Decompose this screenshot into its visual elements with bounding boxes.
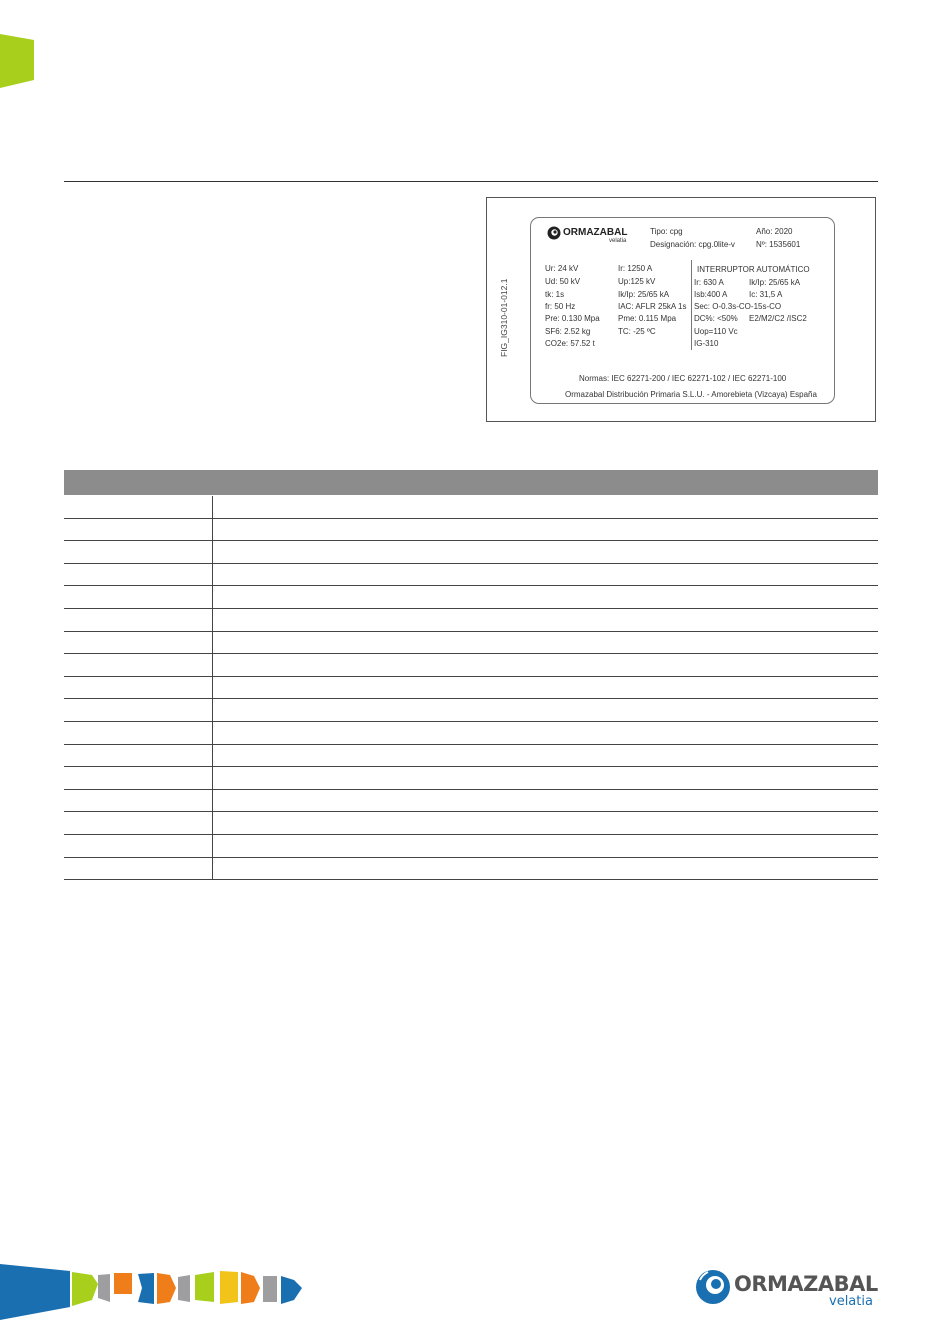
- table-row: [64, 654, 878, 677]
- spec-isb: Isb:400 A: [694, 290, 728, 299]
- spec-fr: fr: 50 Hz: [545, 302, 576, 311]
- spec-pre: Pre: 0.130 Mpa: [545, 314, 600, 323]
- footer-logo-sub: velatia: [829, 1294, 873, 1309]
- spec-ir-breaker: Ir: 630 A: [694, 278, 724, 287]
- spec-dc: DC%: <50%: [694, 314, 738, 323]
- nameplate-tipo: Tipo: cpg: [650, 227, 683, 236]
- table-row: [64, 699, 878, 722]
- spec-pme: Pme: 0.115 Mpa: [618, 314, 677, 323]
- spec-up: Up:125 kV: [618, 277, 656, 286]
- nameplate-brand: ORMAZABAL: [563, 227, 628, 238]
- table-row: [64, 677, 878, 700]
- column-divider: [212, 496, 213, 518]
- table-row: [64, 745, 878, 768]
- spec-co2e: CO2e: 57.52 t: [545, 339, 595, 348]
- spec-tk: tk: 1s: [545, 290, 565, 299]
- column-divider: [212, 699, 213, 721]
- section-rule: [64, 181, 878, 182]
- spec-ik-ip: Ik/Ip: 25/65 kA: [618, 290, 670, 299]
- footer-logo-word: ORMAZABAL: [734, 1272, 878, 1296]
- column-divider: [212, 858, 213, 880]
- spec-ic: Ic: 31,5 A: [749, 290, 783, 299]
- table-header: [64, 470, 878, 495]
- interruptor-title: INTERRUPTOR AUTOMÁTICO: [697, 265, 810, 274]
- ormazabal-logo-icon: [547, 226, 561, 240]
- spec-sec: Sec: O-0.3s-CO-15s-CO: [694, 302, 782, 311]
- column-divider: [212, 654, 213, 676]
- column-divider: [212, 790, 213, 812]
- table-row: [64, 722, 878, 745]
- table-row: [64, 609, 878, 632]
- spec-uop: Uop=110 Vc: [694, 327, 738, 336]
- spec-iac: IAC: AFLR 25kA 1s: [618, 302, 687, 311]
- column-divider: [212, 745, 213, 767]
- spec-sf6: SF6: 2.52 kg: [545, 327, 591, 336]
- column-divider: [212, 564, 213, 586]
- table-row: [64, 835, 878, 858]
- nameplate-normas: Normas: IEC 62271-200 / IEC 62271-102 / IEC 62271-100: [579, 374, 787, 383]
- table-row: [64, 496, 878, 519]
- spec-ud: Ud: 50 kV: [545, 277, 581, 286]
- column-divider: [212, 677, 213, 699]
- column-divider: [212, 767, 213, 789]
- corner-tab: [0, 0, 34, 92]
- column-divider: [212, 541, 213, 563]
- table-row: [64, 632, 878, 655]
- column-divider: [212, 812, 213, 834]
- column-divider: [212, 722, 213, 744]
- table-row: [64, 519, 878, 542]
- ormazabal-mark-icon: [694, 1268, 732, 1306]
- column-divider: [212, 609, 213, 631]
- table-row: [64, 586, 878, 609]
- column-divider: [212, 632, 213, 654]
- column-divider: [212, 835, 213, 857]
- figure-reference: FIG_IG310-01-012.1: [499, 278, 509, 357]
- table-row: [64, 564, 878, 587]
- spec-ir: Ir: 1250 A: [618, 264, 653, 273]
- spec-ik-ip-breaker: Ik/Ip: 25/65 kA: [749, 278, 801, 287]
- nameplate-company: Ormazabal Distribución Primaria S.L.U. - Amorebieta (Vizcaya) España: [565, 390, 817, 399]
- spec-tc: TC: -25 ºC: [618, 327, 656, 336]
- nameplate-numero: Nº: 1535601: [756, 240, 801, 249]
- table-row: [64, 541, 878, 564]
- table-row: [64, 858, 878, 881]
- table-row: [64, 767, 878, 790]
- table-row: [64, 790, 878, 813]
- column-divider: [212, 519, 213, 541]
- nameplate-divider: [691, 260, 692, 350]
- table-row: [64, 812, 878, 835]
- column-divider: [212, 586, 213, 608]
- nameplate-brand-sub: velatia: [609, 238, 627, 244]
- spec-class: E2/M2/C2 /ISC2: [749, 314, 807, 323]
- nameplate-designacion: Designación: cpg.0lite-v: [650, 240, 735, 249]
- footer-stripes: [0, 1262, 310, 1320]
- spec-ur: Ur: 24 kV: [545, 264, 579, 273]
- nameplate: [530, 217, 835, 404]
- spec-model: IG-310: [694, 339, 719, 348]
- nameplate-anio: Año: 2020: [756, 227, 793, 236]
